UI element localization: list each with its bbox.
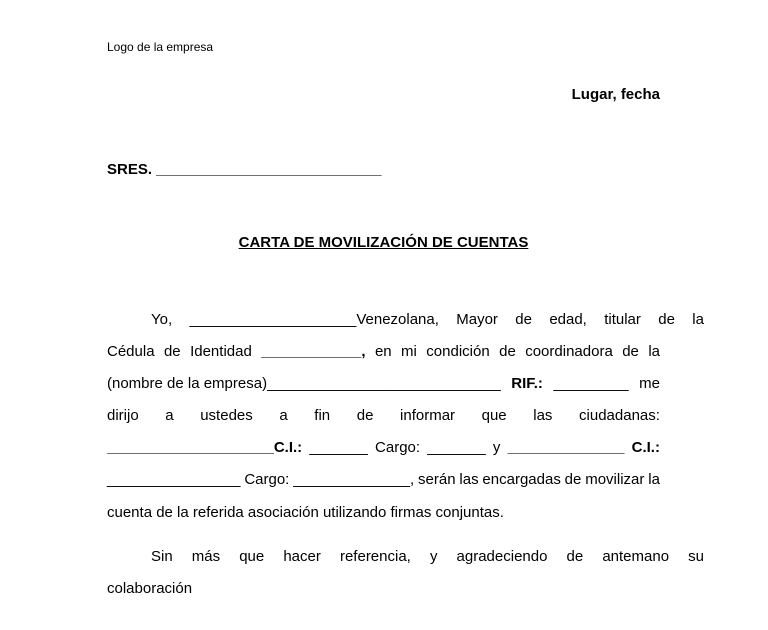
- word: las: [533, 407, 553, 424]
- word: a: [165, 407, 174, 424]
- letter-title: CARTA DE MOVILIZACIÓN DE CUENTAS: [238, 234, 529, 251]
- word: dirijo: [107, 407, 139, 424]
- rif-label: RIF.:: [511, 375, 543, 392]
- word: de: [564, 471, 582, 488]
- sentence: cuenta de la referida asociación utilizando firmas conjuntas.: [107, 504, 504, 521]
- word: mi: [401, 343, 417, 360]
- word: de: [658, 311, 675, 328]
- blank-field: _______: [427, 439, 486, 456]
- word: coordinadora: [525, 343, 613, 360]
- word: agradeciendo: [456, 548, 548, 565]
- word: y: [429, 548, 438, 565]
- word: que: [239, 548, 265, 565]
- blank-field: ________________: [107, 471, 241, 488]
- blank-field: (nombre de la empresa)____________________________: [107, 375, 501, 392]
- blank-field: ______________,: [293, 471, 415, 488]
- body-line: [107, 374, 660, 394]
- word: antemano: [602, 548, 670, 565]
- word: fin: [314, 407, 331, 424]
- word: en: [374, 343, 392, 360]
- word: movilizar: [585, 471, 645, 488]
- word: condición: [426, 343, 490, 360]
- word: de: [515, 311, 532, 328]
- blank-field: ____________,: [261, 343, 366, 360]
- word: edad,: [549, 311, 587, 328]
- word: ciudadanas:: [579, 407, 660, 424]
- blank-field: ____________________Venezolana,: [189, 311, 439, 328]
- ci-label: C.I.:: [631, 439, 660, 456]
- closing-line: [107, 547, 704, 567]
- word: informar: [400, 407, 456, 424]
- body-line: [107, 310, 704, 330]
- word: Sin: [151, 548, 173, 565]
- word: colaboración: [107, 580, 193, 597]
- word: las: [459, 471, 479, 488]
- word: referencia,: [339, 548, 411, 565]
- word: que: [481, 407, 507, 424]
- blank-field: _________: [553, 375, 629, 392]
- body-line: [107, 470, 660, 490]
- company-logo-placeholder: Logo de la empresa: [107, 40, 214, 54]
- word: me: [639, 375, 660, 392]
- word: hacer: [283, 548, 321, 565]
- body-line: [107, 438, 660, 458]
- word: Identidad: [190, 343, 252, 360]
- body-line: [107, 406, 660, 426]
- word: Cargo:: [244, 471, 290, 488]
- body-line: [107, 342, 660, 362]
- blank-field: _______: [309, 439, 368, 456]
- word: de: [356, 407, 374, 424]
- word: su: [688, 548, 704, 565]
- word: titular: [604, 311, 641, 328]
- word: Cargo:: [375, 439, 421, 456]
- place-date: Lugar, fecha: [571, 86, 660, 103]
- word: de: [163, 343, 181, 360]
- word: Mayor: [456, 311, 498, 328]
- closing-line: [107, 579, 660, 599]
- word: de: [622, 343, 639, 360]
- recipient-line: SRES. ___________________________: [107, 161, 382, 178]
- word: serán: [418, 471, 456, 488]
- word: de: [566, 548, 584, 565]
- word: a: [279, 407, 288, 424]
- word: ustedes: [200, 407, 253, 424]
- word: la: [692, 311, 704, 328]
- word: más: [191, 548, 221, 565]
- body-line: [107, 503, 660, 523]
- word: Yo,: [151, 311, 173, 328]
- word: encargadas: [482, 471, 561, 488]
- word: de: [499, 343, 516, 360]
- word: y: [492, 439, 501, 456]
- word: Cédula: [107, 343, 155, 360]
- blank-field: ______________: [507, 439, 625, 456]
- word: la: [648, 471, 660, 488]
- ci-field: ____________________C.I.:: [107, 439, 303, 456]
- word: la: [648, 343, 660, 360]
